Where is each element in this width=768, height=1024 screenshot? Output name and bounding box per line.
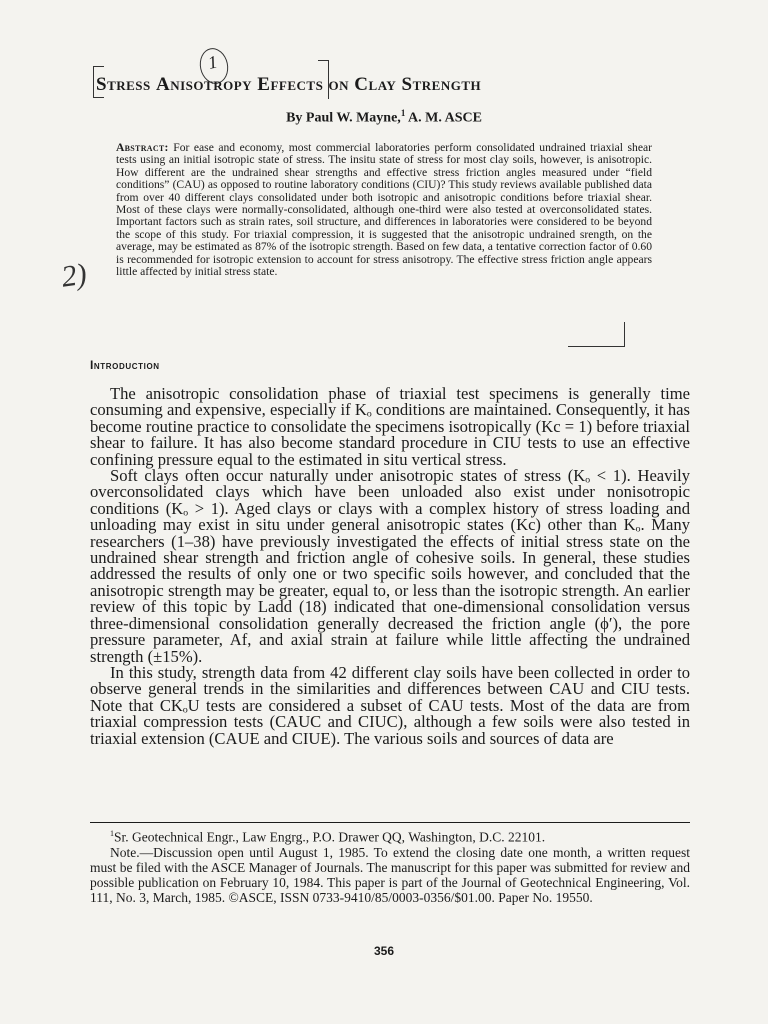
title-word: Stress (96, 74, 151, 95)
section-heading: Introduction (90, 358, 160, 372)
author-byline (0, 108, 768, 127)
footnote-text: Sr. Geotechnical Engr., Law Engrg., P.O. Drawer QQ, Washington, D.C. 22101. (114, 829, 546, 845)
page-number: 356 (373, 944, 395, 958)
footnote (90, 845, 690, 905)
body-text (90, 386, 690, 747)
handwritten-circled-number: 1 (197, 45, 232, 86)
author-footnote-marker: 1 (400, 108, 406, 118)
handwritten-closing-bracket (568, 322, 625, 347)
footnote (90, 826, 690, 845)
author-membership: A. M. ASCE (405, 110, 482, 126)
footnotes (90, 826, 690, 905)
author-name: By Paul W. Mayne, (286, 110, 401, 126)
abstract-text: For ease and economy, most commercial laboratories perform consolidated undrained triaxial shear tests using an initial isotropic state of stress. The insitu state of stress for most clay soils, however, is anisotropic. How different are the undrained shear strengths and effective stress friction angles measured under “field conditions” (CAU) as opposed to routine laboratory conditions (CIU)? This study reviews available published data from over 40 different clays consolidated under both isotropic and anisotropic conditions before triaxial shear. Most of these clays were normally-consolidated, although one-third were also tested at overconsolidated states. Important factors such as strain rates, soil structure, and differences in laboratories were considered to be beyond the scope of this study. For triaxial compression, it is suggested that the anisotropic undrained srength, on the average, may be estimated as 87% of the isotropic strength. Based on few data, a tentative correction factor of 0.60 is recommended for isotropic extension to account for stress anisotropy. The effective stress friction angle appears little affected by initial stress state. (116, 141, 652, 279)
handwritten-margin-number: 2) (59, 257, 89, 294)
footnote-rule (90, 822, 690, 823)
abstract (116, 142, 652, 278)
footnote-text: Note.—Discussion open until August 1, 1985. To extend the closing date one month, a written request must be filed with the ASCE Manager of Journals. The manuscript for this paper was submitted for review and possible publication on February 10, 1984. This paper is part of the Journal of Geotechnical Engineering, Vol. 111, No. 3, March, 1985. ©ASCE, ISSN 0733-9410/85/0003-0356/$01.00. Paper No. 19550. (90, 844, 690, 905)
paragraph: The anisotropic consolidation phase of triaxial test specimens is generally time consuming and expensive, especially if Kₒ conditions are maintained. Consequently, it has become routine practice to consolidate the specimens isotropically (Kc = 1) before triaxial shear to failure. It has also become standard procedure in CIU tests to use an effective confining pressure equal to the estimated in situ vertical stress. (90, 384, 690, 469)
paper-title (96, 74, 696, 96)
paragraph: Soft clays often occur naturally under anisotropic states of stress (Kₒ < 1). Heavily overconsolidated clays which have been unloaded also exist under nonisotropic conditions (Kₒ > 1). Aged clays or clays with a complex history of stress loading and unloading may exist in situ under general anisotropic states (Kc) other than Kₒ. Many researchers (1–38) have previously investigated the effects of initial stress state on the undrained shear strength and friction angle of cohesive soils. In general, these studies addressed the results of only one or two specific soils however, and concluded that the anisotropic strength may be greater, equal to, or less than the isotropic strength. An earlier review of this topic by Ladd (18) indicated that one-dimensional consolidation versus three-dimensional consolidation generally decreased the friction angle (ϕ′), the pore pressure parameter, Af, and axial strain at failure while little affecting the undrained strength (±15%). (90, 466, 690, 666)
footnote-marker: 1 (110, 829, 114, 838)
title-word: Anisotropy (156, 74, 253, 95)
abstract-label: Abstract: (116, 141, 169, 154)
title-word: Clay Strength (354, 74, 482, 95)
title-word: Effects on (257, 74, 350, 95)
paragraph: In this study, strength data from 42 different clay soils have been collected in order to observe general trends in the similarities and differences between CAU and CIU tests. Note that CKₒU tests are considered a subset of CAU tests. Most of the data are from triaxial compression tests (CAUC and CIUC), although a few soils were also tested in triaxial extension (CAUE and CIUE). The various soils and sources of data are (90, 662, 690, 748)
